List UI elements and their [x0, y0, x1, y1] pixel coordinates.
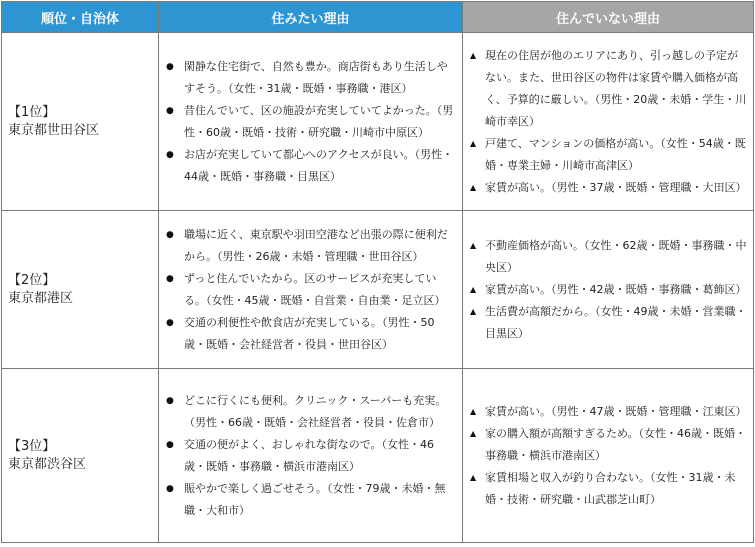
reason-text: 戸建て、マンションの価格が高い。（女性・54歳・既婚・専業主婦・川崎市高津区） — [485, 136, 746, 172]
reason-text: 生活費が高額だから。（女性・49歳・未婚・営業職・目黒区） — [485, 304, 747, 340]
list-item — [159, 144, 456, 188]
reason-text: ずっと住んでいたから。区のサービスが充実している。（女性・45歳・既婚・自営業・自由業・足立区） — [184, 271, 446, 307]
table-row — [2, 369, 754, 543]
header-row — [2, 2, 754, 33]
list-item — [159, 434, 456, 478]
triangle-icon: ▲ — [470, 428, 477, 438]
reason-text: 現在の住居が他のエリアにあり、引っ越しの予定がない。また、世田谷区の物件は家賃や購入価格が高く、予算的に厳しい。（男性・20歳・未婚・学生・川崎市幸区） — [485, 48, 747, 128]
bullet-icon: ● — [166, 317, 174, 328]
header-rank: 順位・自治体 — [2, 2, 159, 33]
reason-list — [463, 45, 753, 199]
rank-label: 【2位】 — [8, 272, 56, 288]
reason-list — [159, 224, 462, 356]
header-not-living: 住んでいない理由 — [463, 2, 754, 33]
table-row — [2, 33, 754, 211]
reason-text: お店が充実していて都心へのアクセスが良い。（男性・44歳・既婚・事務職・目黒区） — [184, 147, 454, 183]
want-reasons-cell — [159, 369, 463, 543]
bullet-icon: ● — [166, 149, 174, 160]
reason-text: 賑やかで楽しく過ごせそう。（女性・79歳・未婚・無職・大和市） — [184, 481, 446, 517]
list-item — [159, 268, 456, 312]
list-item — [463, 401, 747, 423]
triangle-icon: ▲ — [470, 472, 477, 482]
not-living-reasons-cell — [463, 211, 754, 369]
reason-list — [463, 401, 753, 511]
reason-list — [463, 235, 753, 345]
list-item — [463, 423, 747, 467]
bullet-icon: ● — [166, 395, 174, 406]
rank-cell — [2, 369, 159, 543]
reason-text: 交通の便がよく、おしゃれな街なので。（女性・46歳・既婚・事務職・横浜市港南区） — [184, 437, 435, 473]
rank-cell — [2, 33, 159, 211]
rank-label: 【3位】 — [8, 438, 56, 454]
reason-text: 家賃相場と収入が釣り合わない。（女性・31歳・未婚・技術・研究職・山武郡芝山町） — [485, 470, 736, 506]
list-item — [463, 45, 747, 133]
reason-text: 閑静な住宅街で、自然も豊か。商店街もあり生活しやすそう。（女性・31歳・既婚・事務職・港区） — [184, 59, 448, 95]
header-want: 住みたい理由 — [159, 2, 463, 33]
reason-text: 不動産価格が高い。（女性・62歳・既婚・事務職・中央区） — [485, 238, 747, 274]
city-name: 東京都世田谷区 — [8, 122, 100, 138]
list-item — [159, 312, 456, 356]
bullet-icon: ● — [166, 105, 174, 116]
triangle-icon: ▲ — [470, 306, 477, 316]
rank-label: 【1位】 — [8, 104, 56, 120]
bullet-icon: ● — [166, 483, 174, 494]
reason-list — [159, 390, 462, 522]
ranking-table — [1, 1, 754, 543]
reason-text: 交通の利便性や飲食店が充実している。（男性・50歳・既婚・会社経営者・役員・世田谷区） — [184, 315, 435, 351]
list-item — [463, 133, 747, 177]
city-name: 東京都渋谷区 — [8, 456, 87, 472]
list-item — [463, 301, 747, 345]
list-item — [159, 390, 456, 434]
triangle-icon: ▲ — [470, 284, 477, 294]
reason-text: 家賃が高い。（男性・47歳・既婚・管理職・江東区） — [485, 404, 747, 418]
city-name: 東京都港区 — [8, 290, 74, 306]
table-row — [2, 211, 754, 369]
reason-list — [159, 56, 462, 188]
list-item — [463, 279, 747, 301]
triangle-icon: ▲ — [470, 182, 477, 192]
reason-text: 家賃が高い。（男性・42歳・既婚・事務職・葛飾区） — [485, 282, 747, 296]
bullet-icon: ● — [166, 61, 174, 72]
bullet-icon: ● — [166, 273, 174, 284]
not-living-reasons-cell — [463, 369, 754, 543]
rank-cell — [2, 211, 159, 369]
triangle-icon: ▲ — [470, 138, 477, 148]
list-item — [463, 467, 747, 511]
triangle-icon: ▲ — [470, 240, 477, 250]
reason-text: 昔住んでいて、区の施設が充実していてよかった。（男性・60歳・既婚・技術・研究職・川崎市中原区） — [184, 103, 454, 139]
list-item — [463, 235, 747, 279]
bullet-icon: ● — [166, 439, 174, 450]
reason-text: どこに行くにも便利。クリニック・スーパーも充実。（男性・66歳・既婚・会社経営者・役員・佐倉市） — [184, 393, 447, 429]
reason-text: 家賃が高い。（男性・37歳・既婚・管理職・大田区） — [485, 180, 747, 194]
triangle-icon: ▲ — [470, 50, 477, 60]
bullet-icon: ● — [166, 229, 174, 240]
want-reasons-cell — [159, 33, 463, 211]
reason-text: 家の購入額が高額すぎるため。（女性・46歳・既婚・事務職・横浜市港南区） — [485, 426, 747, 462]
not-living-reasons-cell — [463, 33, 754, 211]
list-item — [159, 224, 456, 268]
list-item — [159, 478, 456, 522]
list-item — [159, 56, 456, 100]
list-item — [159, 100, 456, 144]
triangle-icon: ▲ — [470, 406, 477, 416]
want-reasons-cell — [159, 211, 463, 369]
reason-text: 職場に近く、東京駅や羽田空港など出張の際に便利だから。（男性・26歳・未婚・管理職・世田谷区） — [184, 227, 448, 263]
list-item — [463, 177, 747, 199]
